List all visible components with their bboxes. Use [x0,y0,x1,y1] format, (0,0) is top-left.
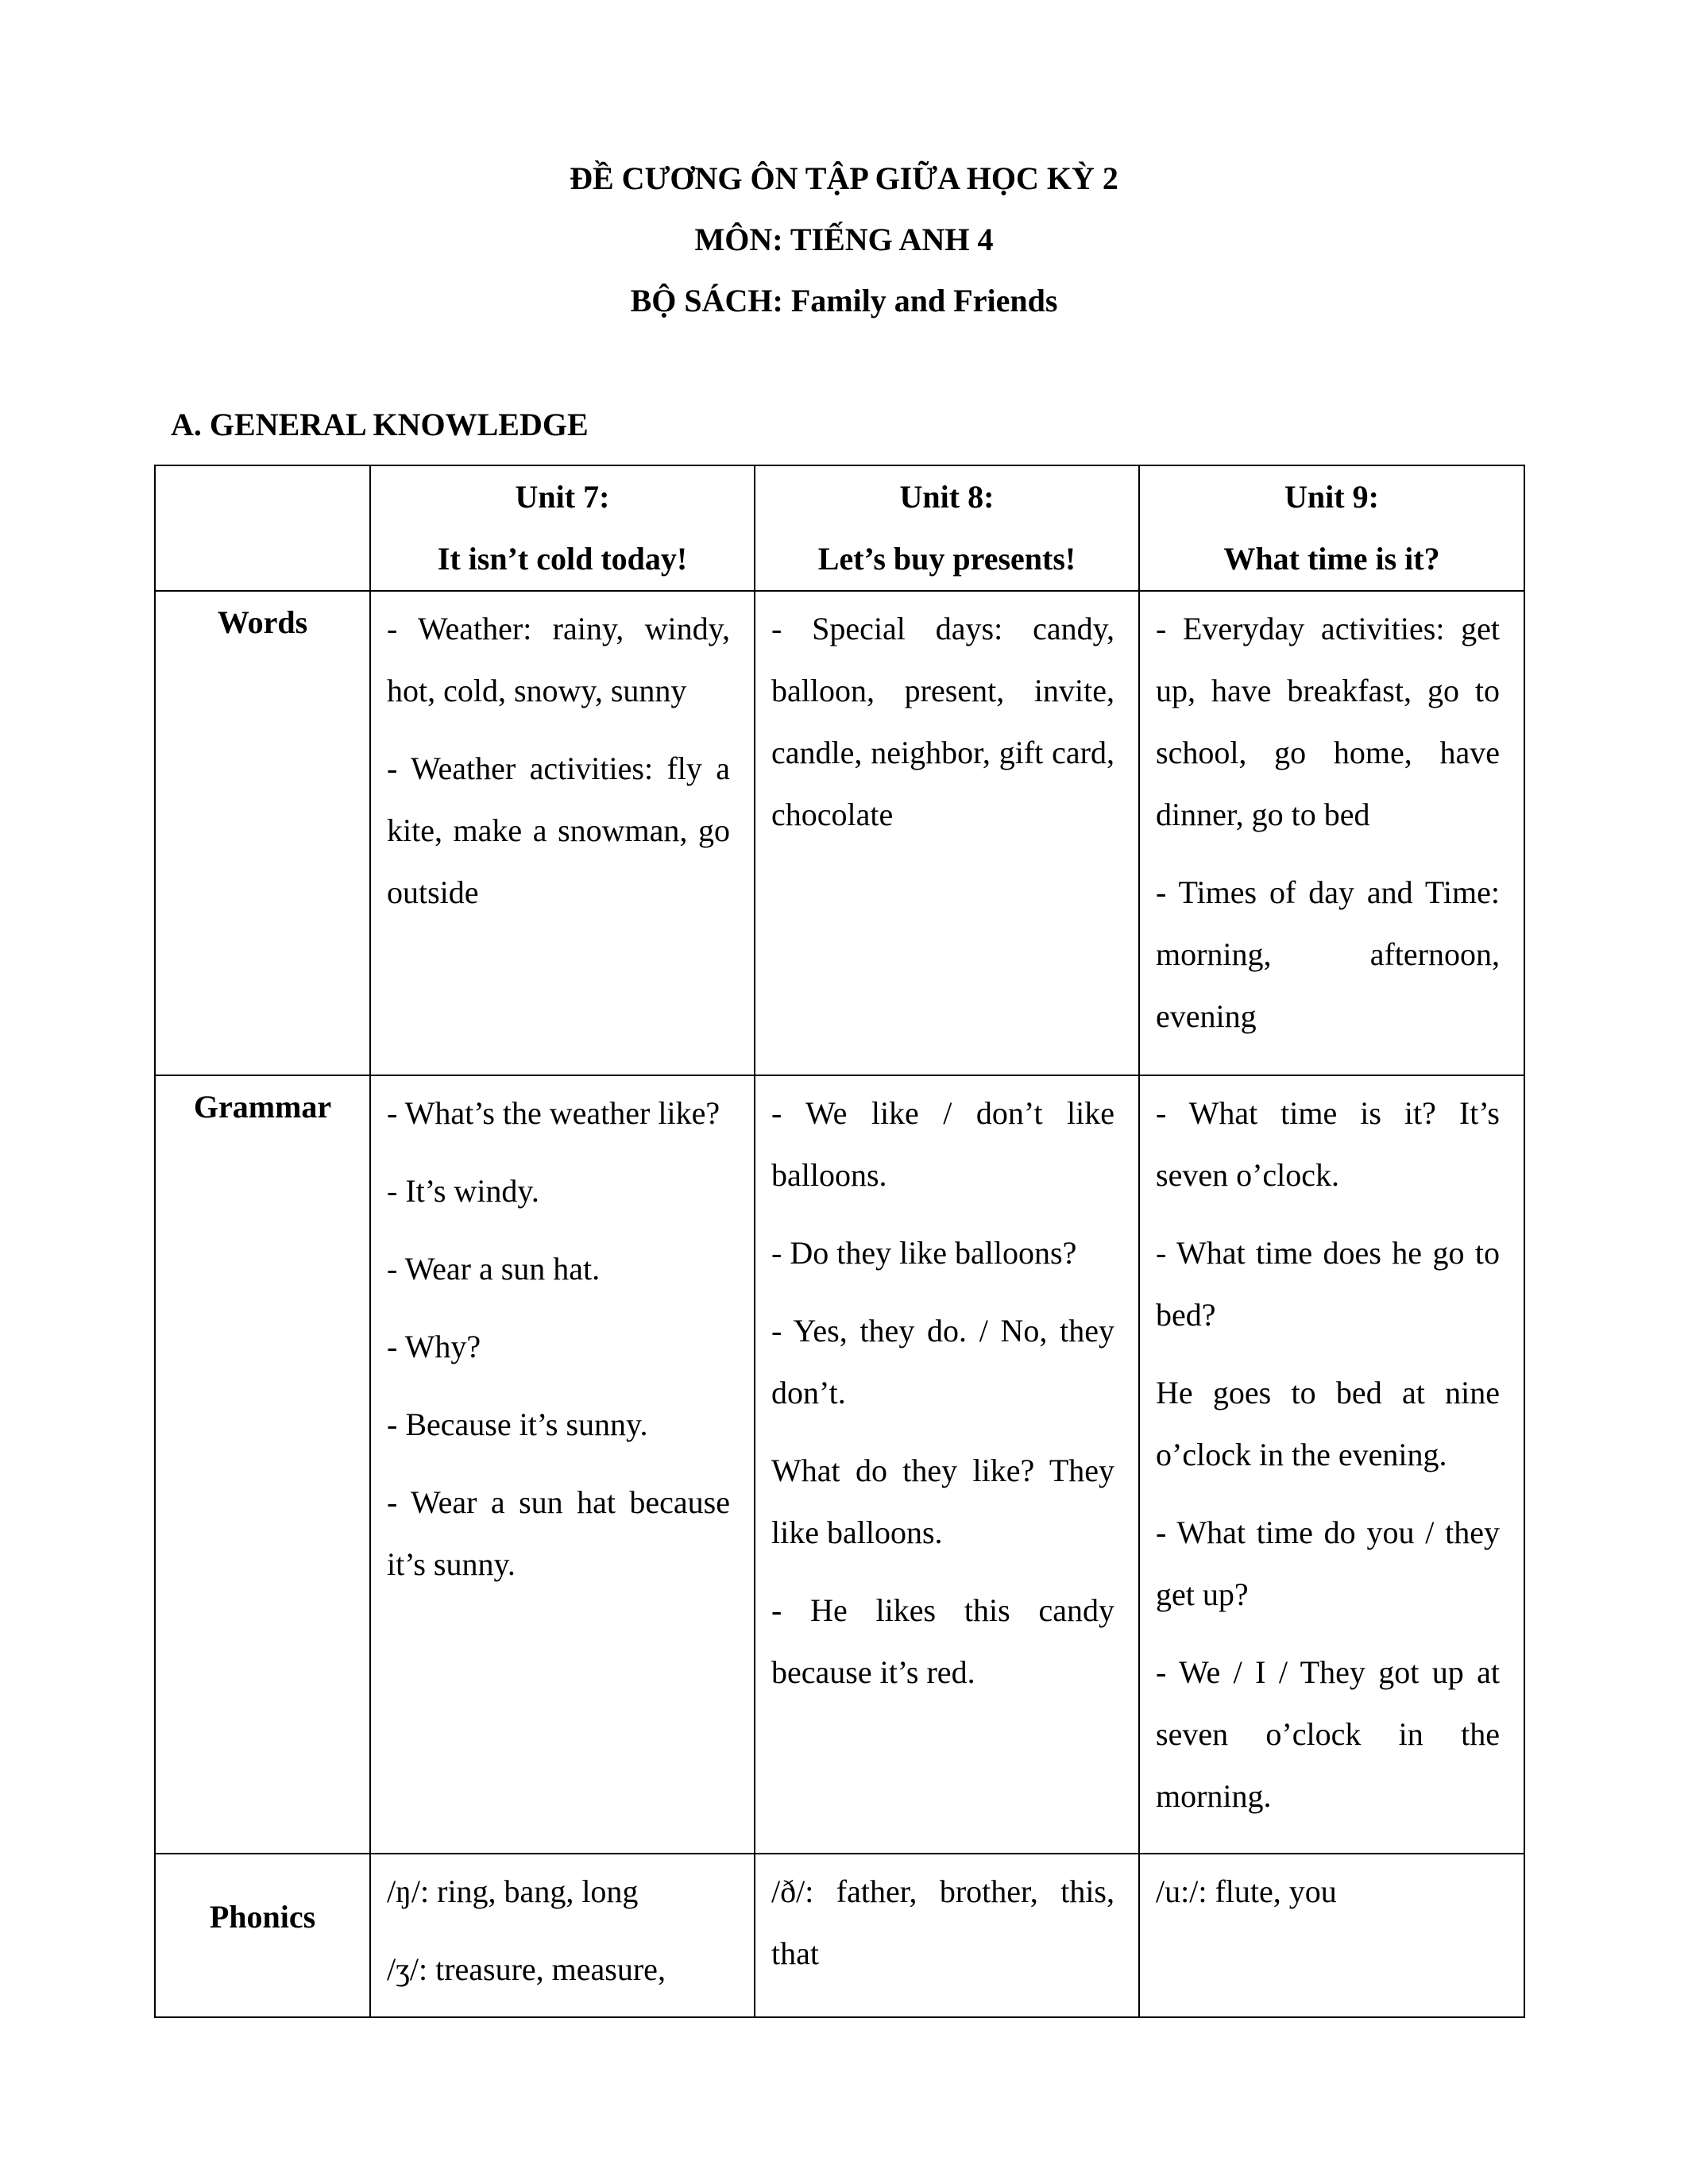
grammar-unit-7-item: - What’s the weather like? [387,1095,720,1131]
grammar-unit-9-item: - What time is it? It’s seven o’clock. [1156,1095,1500,1193]
phonics-unit-7-item: /ŋ/: ring, bang, long [387,1873,639,1909]
grammar-unit-9-item: - What time does he go to bed? [1156,1235,1500,1333]
grammar-row [155,1075,1524,1854]
words-unit-9-cell [1139,591,1524,1075]
grammar-unit-8-item: - Yes, they do. / No, they don’t. [771,1313,1114,1410]
unit-8-title: Let’s buy presents! [817,541,1076,577]
unit-8-header [755,465,1139,591]
grammar-unit-9-item: He goes to bed at nine o’clock in the evening. [1156,1375,1500,1472]
grammar-unit-8-item: - He likes this candy because it’s red. [771,1592,1114,1690]
unit-9-header [1139,465,1524,591]
words-unit-9-item: - Everyday activities: get up, have breakfast, go to school, go home, have dinner, go to bed [1156,611,1500,832]
phonics-unit-7-cell [370,1854,755,2017]
knowledge-table [154,465,1525,2018]
grammar-unit-8-item: - We like / don’t like balloons. [771,1095,1114,1193]
unit-7-header [370,465,755,591]
words-unit-7-cell [370,591,755,1075]
phonics-unit-7-item: /ʒ/: treasure, measure, [387,1951,666,1987]
phonics-unit-9-item: /u:/: flute, you [1156,1873,1337,1909]
header-row [155,465,1524,591]
words-unit-7-item: - Weather activities: fly a kite, make a snowman, go outside [387,751,730,910]
document-title [0,155,1688,338]
unit-7-number: Unit 7: [515,479,610,515]
grammar-unit-7-item: - Because it’s sunny. [387,1406,648,1442]
words-row [155,591,1524,1075]
phonics-row [155,1854,1524,2017]
unit-7-title: It isn’t cold today! [437,541,688,577]
words-unit-8-cell [755,591,1139,1075]
grammar-unit-9-cell [1139,1075,1524,1854]
empty-corner-cell [155,465,370,591]
grammar-unit-7-cell [370,1075,755,1854]
phonics-unit-9-cell [1139,1854,1524,2017]
grammar-unit-7-item: - It’s windy. [387,1173,539,1209]
grammar-unit-7-item: - Why? [387,1329,481,1364]
phonics-label: Phonics [155,1854,370,2017]
grammar-label: Grammar [155,1075,370,1854]
grammar-unit-8-item: What do they like? They like balloons. [771,1453,1114,1550]
grammar-unit-7-item: - Wear a sun hat. [387,1251,601,1287]
phonics-unit-8-cell [755,1854,1139,2017]
grammar-unit-9-item: - What time do you / they get up? [1156,1515,1500,1612]
grammar-unit-9-item: - We / I / They got up at seven o’clock in the morning. [1156,1654,1500,1814]
words-label: Words [155,591,370,1075]
section-heading: A. GENERAL KNOWLEDGE [171,407,589,442]
title-line-1: ĐỀ CƯƠNG ÔN TẬP GIỮA HỌC KỲ 2 [570,160,1118,196]
grammar-unit-7-item: - Wear a sun hat because it’s sunny. [387,1484,730,1582]
grammar-unit-8-cell [755,1075,1139,1854]
unit-9-number: Unit 9: [1284,479,1379,515]
title-line-3: BỘ SÁCH: Family and Friends [630,283,1058,318]
words-unit-7-item: - Weather: rainy, windy, hot, cold, snowy, sunny [387,611,730,708]
unit-8-number: Unit 8: [899,479,995,515]
grammar-unit-8-item: - Do they like balloons? [771,1235,1077,1271]
unit-9-title: What time is it? [1223,541,1440,577]
title-line-2: MÔN: TIẾNG ANH 4 [694,222,994,257]
phonics-unit-8-item: /ð/: father, brother, this, that [771,1873,1114,1971]
words-unit-9-item: - Times of day and Time: morning, afternoon, evening [1156,874,1500,1034]
words-unit-8-item: - Special days: candy, balloon, present, invite, candle, neighbor, gift card, chocolate [771,611,1114,832]
